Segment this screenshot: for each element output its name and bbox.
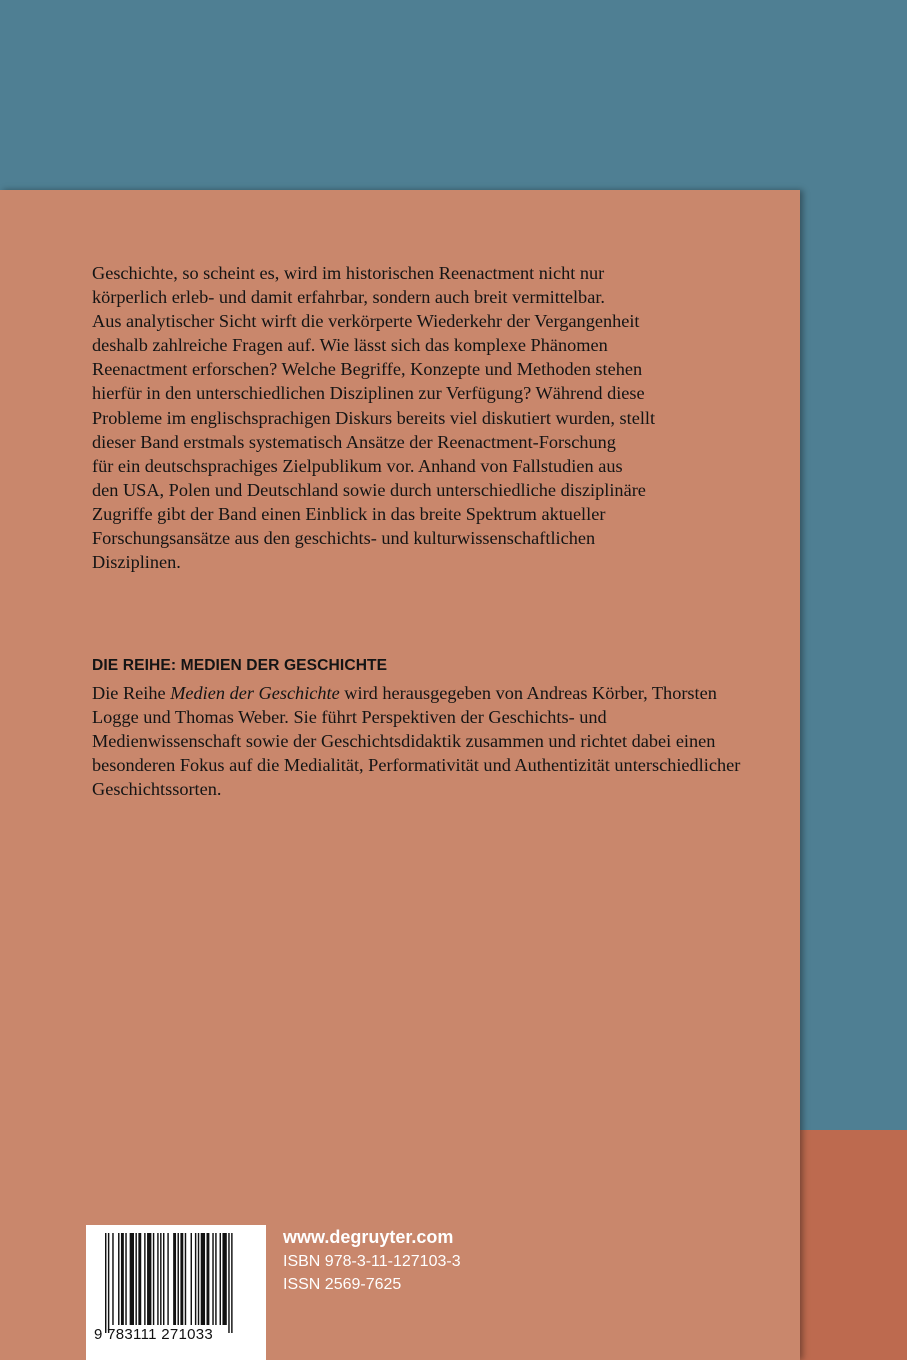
barcode-bar bbox=[147, 1233, 151, 1325]
barcode bbox=[86, 1225, 266, 1360]
barcode-bar bbox=[220, 1233, 221, 1325]
barcode-bar bbox=[163, 1233, 164, 1325]
barcode-bar bbox=[195, 1233, 196, 1325]
barcode-bar bbox=[125, 1233, 126, 1325]
issn: ISSN 2569-7625 bbox=[283, 1276, 402, 1293]
series-description bbox=[92, 681, 752, 801]
barcode-bar bbox=[212, 1233, 213, 1325]
barcode-bar bbox=[121, 1233, 124, 1325]
barcode-digits: 9 783111 271033 bbox=[94, 1326, 214, 1343]
barcode-bar bbox=[105, 1233, 106, 1333]
barcode-bar bbox=[167, 1233, 168, 1325]
accent-block bbox=[800, 1130, 907, 1360]
barcode-bar bbox=[191, 1233, 192, 1325]
barcode-bar bbox=[108, 1233, 109, 1333]
barcode-bar bbox=[180, 1233, 183, 1325]
barcode-bar bbox=[215, 1233, 216, 1325]
barcode-bar bbox=[112, 1233, 113, 1325]
barcode-bar bbox=[231, 1233, 232, 1333]
back-cover-panel bbox=[0, 190, 800, 1360]
barcode-bar bbox=[201, 1233, 205, 1325]
barcode-bar bbox=[198, 1233, 199, 1325]
barcode-bar bbox=[153, 1233, 154, 1325]
barcode-bar bbox=[207, 1233, 210, 1325]
barcode-bar bbox=[173, 1233, 176, 1325]
barcode-bar bbox=[157, 1233, 158, 1325]
series-title: Medien der Geschichte bbox=[170, 683, 340, 703]
book-blurb: Geschichte, so scheint es, wird im historischen Reenactment nicht nur körperlich erleb- und damit erfahrbar, sondern auch breit vermittelbar. Aus analytischer Sicht wirft die verkörperte Wiederkehr der Vergangenheit deshalb zahlreiche Fragen auf. Wie lässt sich das komplexe Phänomen Reenactment erforschen? Welche Begriffe, Konzepte und Methoden stehen hierfür in den unterschiedlichen Disziplinen zur Verfügung? Während diese Probleme im englischsprachigen Diskurs bereits viel diskutiert wurden, stellt dieser Band erstmals systematisch Ansätze der Reenactment-Forschung für ein deutschsprachiges Zielpublikum vor. Anhand von Fallstudien aus den USA, Polen und Deutschland sowie durch unterschiedliche disziplinäre Zugriffe gibt der Band einen Einblick in das breite Spektrum aktueller Forschungsansätze aus den geschichts- und kulturwissenschaftlichen Disziplinen. bbox=[92, 263, 656, 573]
barcode-bar bbox=[222, 1233, 226, 1325]
barcode-bar bbox=[138, 1233, 141, 1325]
barcode-bar bbox=[160, 1233, 161, 1325]
barcode-bar bbox=[178, 1233, 179, 1325]
publisher-info bbox=[283, 1224, 461, 1296]
isbn: ISBN 978-3-11-127103-3 bbox=[283, 1253, 461, 1270]
barcode-bar bbox=[144, 1233, 145, 1325]
barcode-bar bbox=[135, 1233, 136, 1325]
barcode-bar bbox=[185, 1233, 186, 1325]
publisher-url: www.degruyter.com bbox=[283, 1227, 454, 1247]
series-text-before: Die Reihe bbox=[92, 683, 171, 703]
series-heading: DIE REIHE: MEDIEN DER GESCHICHTE bbox=[92, 657, 388, 674]
barcode-bar bbox=[130, 1233, 134, 1325]
series-text-after: wird herausgegeben von Andreas Körber, Thorsten Logge und Thomas Weber. Sie führt Perspektiven der Geschichts- und Medienwissenschaft sowie der Geschichtsdidaktik zusammen und richtet dabei einen besonderen Fokus auf die Medialität, Performativität und Authentizität unterschiedlicher Geschichtssorten. bbox=[92, 683, 741, 800]
barcode-bar bbox=[118, 1233, 119, 1325]
barcode-bar bbox=[228, 1233, 229, 1333]
